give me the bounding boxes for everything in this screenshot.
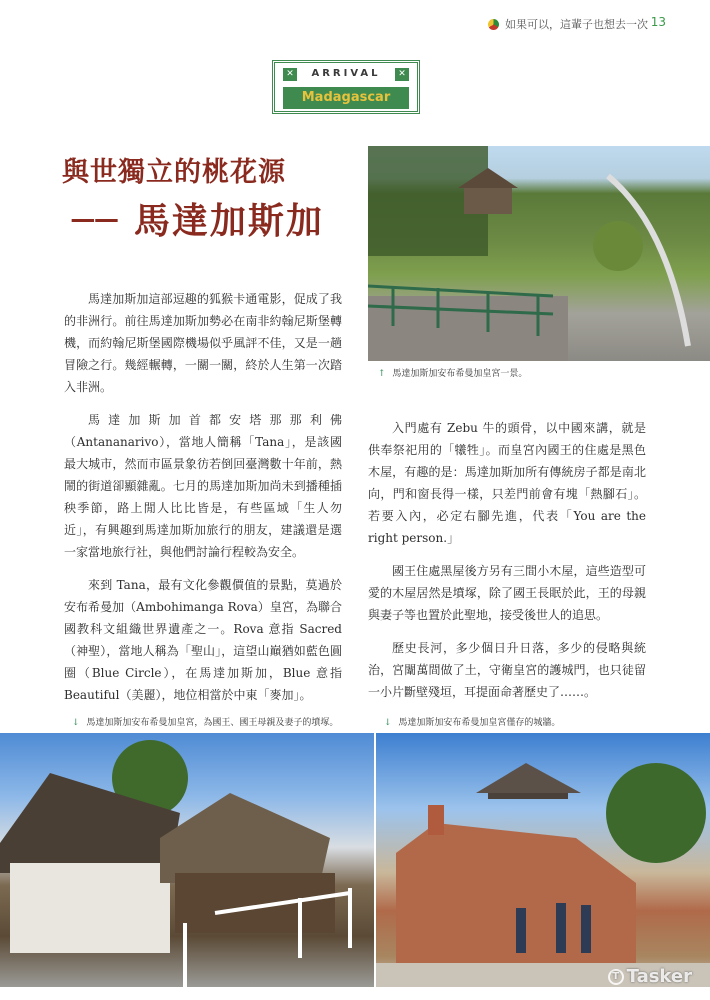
- bottom-right-caption: ↓ 馬達加斯加安布希曼加皇宮僅存的城牆。: [384, 718, 561, 728]
- page-number: 13: [650, 15, 666, 29]
- x-mark-icon: ✕: [283, 68, 297, 81]
- paragraph: 國王住處黑屋後方另有三間小木屋，這些造型可愛的木屋居然是墳塚，除了國王長眠於此，王的母親與妻子等也置於此聖地，接受後世人的追思。: [368, 564, 646, 622]
- left-text-column: [64, 288, 342, 717]
- stamp-arrival-text: ARRIVAL: [311, 68, 381, 79]
- paragraph: 馬達加斯加這部逗趣的狐猴卡通電影，促成了我的非洲行。前往馬達加斯加勢必在南非約翰尼斯堡轉機，而約翰尼斯堡國際機場似乎風評不佳，又是一趟冒險之行。幾經輾轉，一關一關，終於人生第一次踏入非洲。: [64, 292, 342, 394]
- paragraph: 入門處有 Zebu 牛的頭骨，以中國來講，就是供奉祭祀用的「犧牲」。而皇宮內國王的住處是黑色木屋，有趣的是：馬達加斯加所有傳統房子都是南北向，門和窗長得一樣，只差門前會有塊「熱腳石」。若要入內，必定右腳先進，代表「You are the right person.」: [368, 421, 646, 545]
- arrow-down-icon: ↓: [384, 718, 392, 728]
- city-wall-photo: [376, 733, 710, 987]
- top-photo-caption: ↑ 馬達加斯加安布希曼加皇宮一景。: [378, 369, 528, 379]
- right-text-column: [368, 417, 646, 714]
- flag-circle-icon: [488, 19, 499, 30]
- paragraph: 歷史長河，多少個日升日落，多少的侵略與統治，宮闈萬間做了土，守衛皇宮的護城門，也只徒留一小片斷壁殘垣，耳提面命著歷史了……。: [368, 641, 646, 699]
- x-mark-icon: ✕: [395, 68, 409, 81]
- palace-garden-photo: [368, 146, 710, 361]
- stamp-destination: Madagascar: [283, 87, 409, 109]
- bottom-left-caption: ↓ 馬達加斯加安布希曼加皇宮，為國王、國王母親及妻子的墳塚。: [72, 718, 339, 728]
- running-header: [488, 16, 648, 32]
- arrow-up-icon: ↑: [378, 369, 386, 379]
- paragraph: 馬達加斯加首都安塔那那利佛（Antananarivo），當地人簡稱「Tana」，是該國最大城市，然而市區景象彷若倒回臺灣數十年前，熱鬧的街道卻顯雜亂。七月的馬達加斯加尚未到播種插秧季節，路上閒人比比皆是，有些區域「生人勿近」，有興趣到馬達加斯加旅行的朋友，建議還是選一家當地旅行社，與他們討論行程較為安全。: [64, 413, 342, 559]
- palace-garden-illustration: [368, 146, 710, 361]
- paragraph: 來到 Tana，最有文化參觀價值的景點，莫過於安布希曼加（Ambohimanga Rova）皇宮，為聯合國教科文組織世界遺產之一。Rova 意指 Sacred（神聖），當地人稱為「聖山」，這望山巔猶如藍色圓圈（Blue Circle），在馬達加斯加，Blue 意指 Beautiful（美麗），地位相當於中東「麥加」。: [64, 578, 342, 702]
- watermark-logo-icon: T: [608, 969, 624, 985]
- wooden-tombs-illustration: [0, 733, 374, 987]
- city-wall-illustration: [376, 733, 710, 987]
- royal-tombs-photo: [0, 733, 374, 987]
- article-title: 與世獨立的桃花源: [62, 157, 286, 188]
- arrival-stamp: [272, 60, 420, 114]
- running-title: 如果可以，這輩子也想去一次: [505, 18, 648, 31]
- watermark: T Tasker: [608, 966, 692, 987]
- article-subtitle: ── 馬達加斯加: [72, 200, 324, 242]
- arrow-down-icon: ↓: [72, 718, 80, 728]
